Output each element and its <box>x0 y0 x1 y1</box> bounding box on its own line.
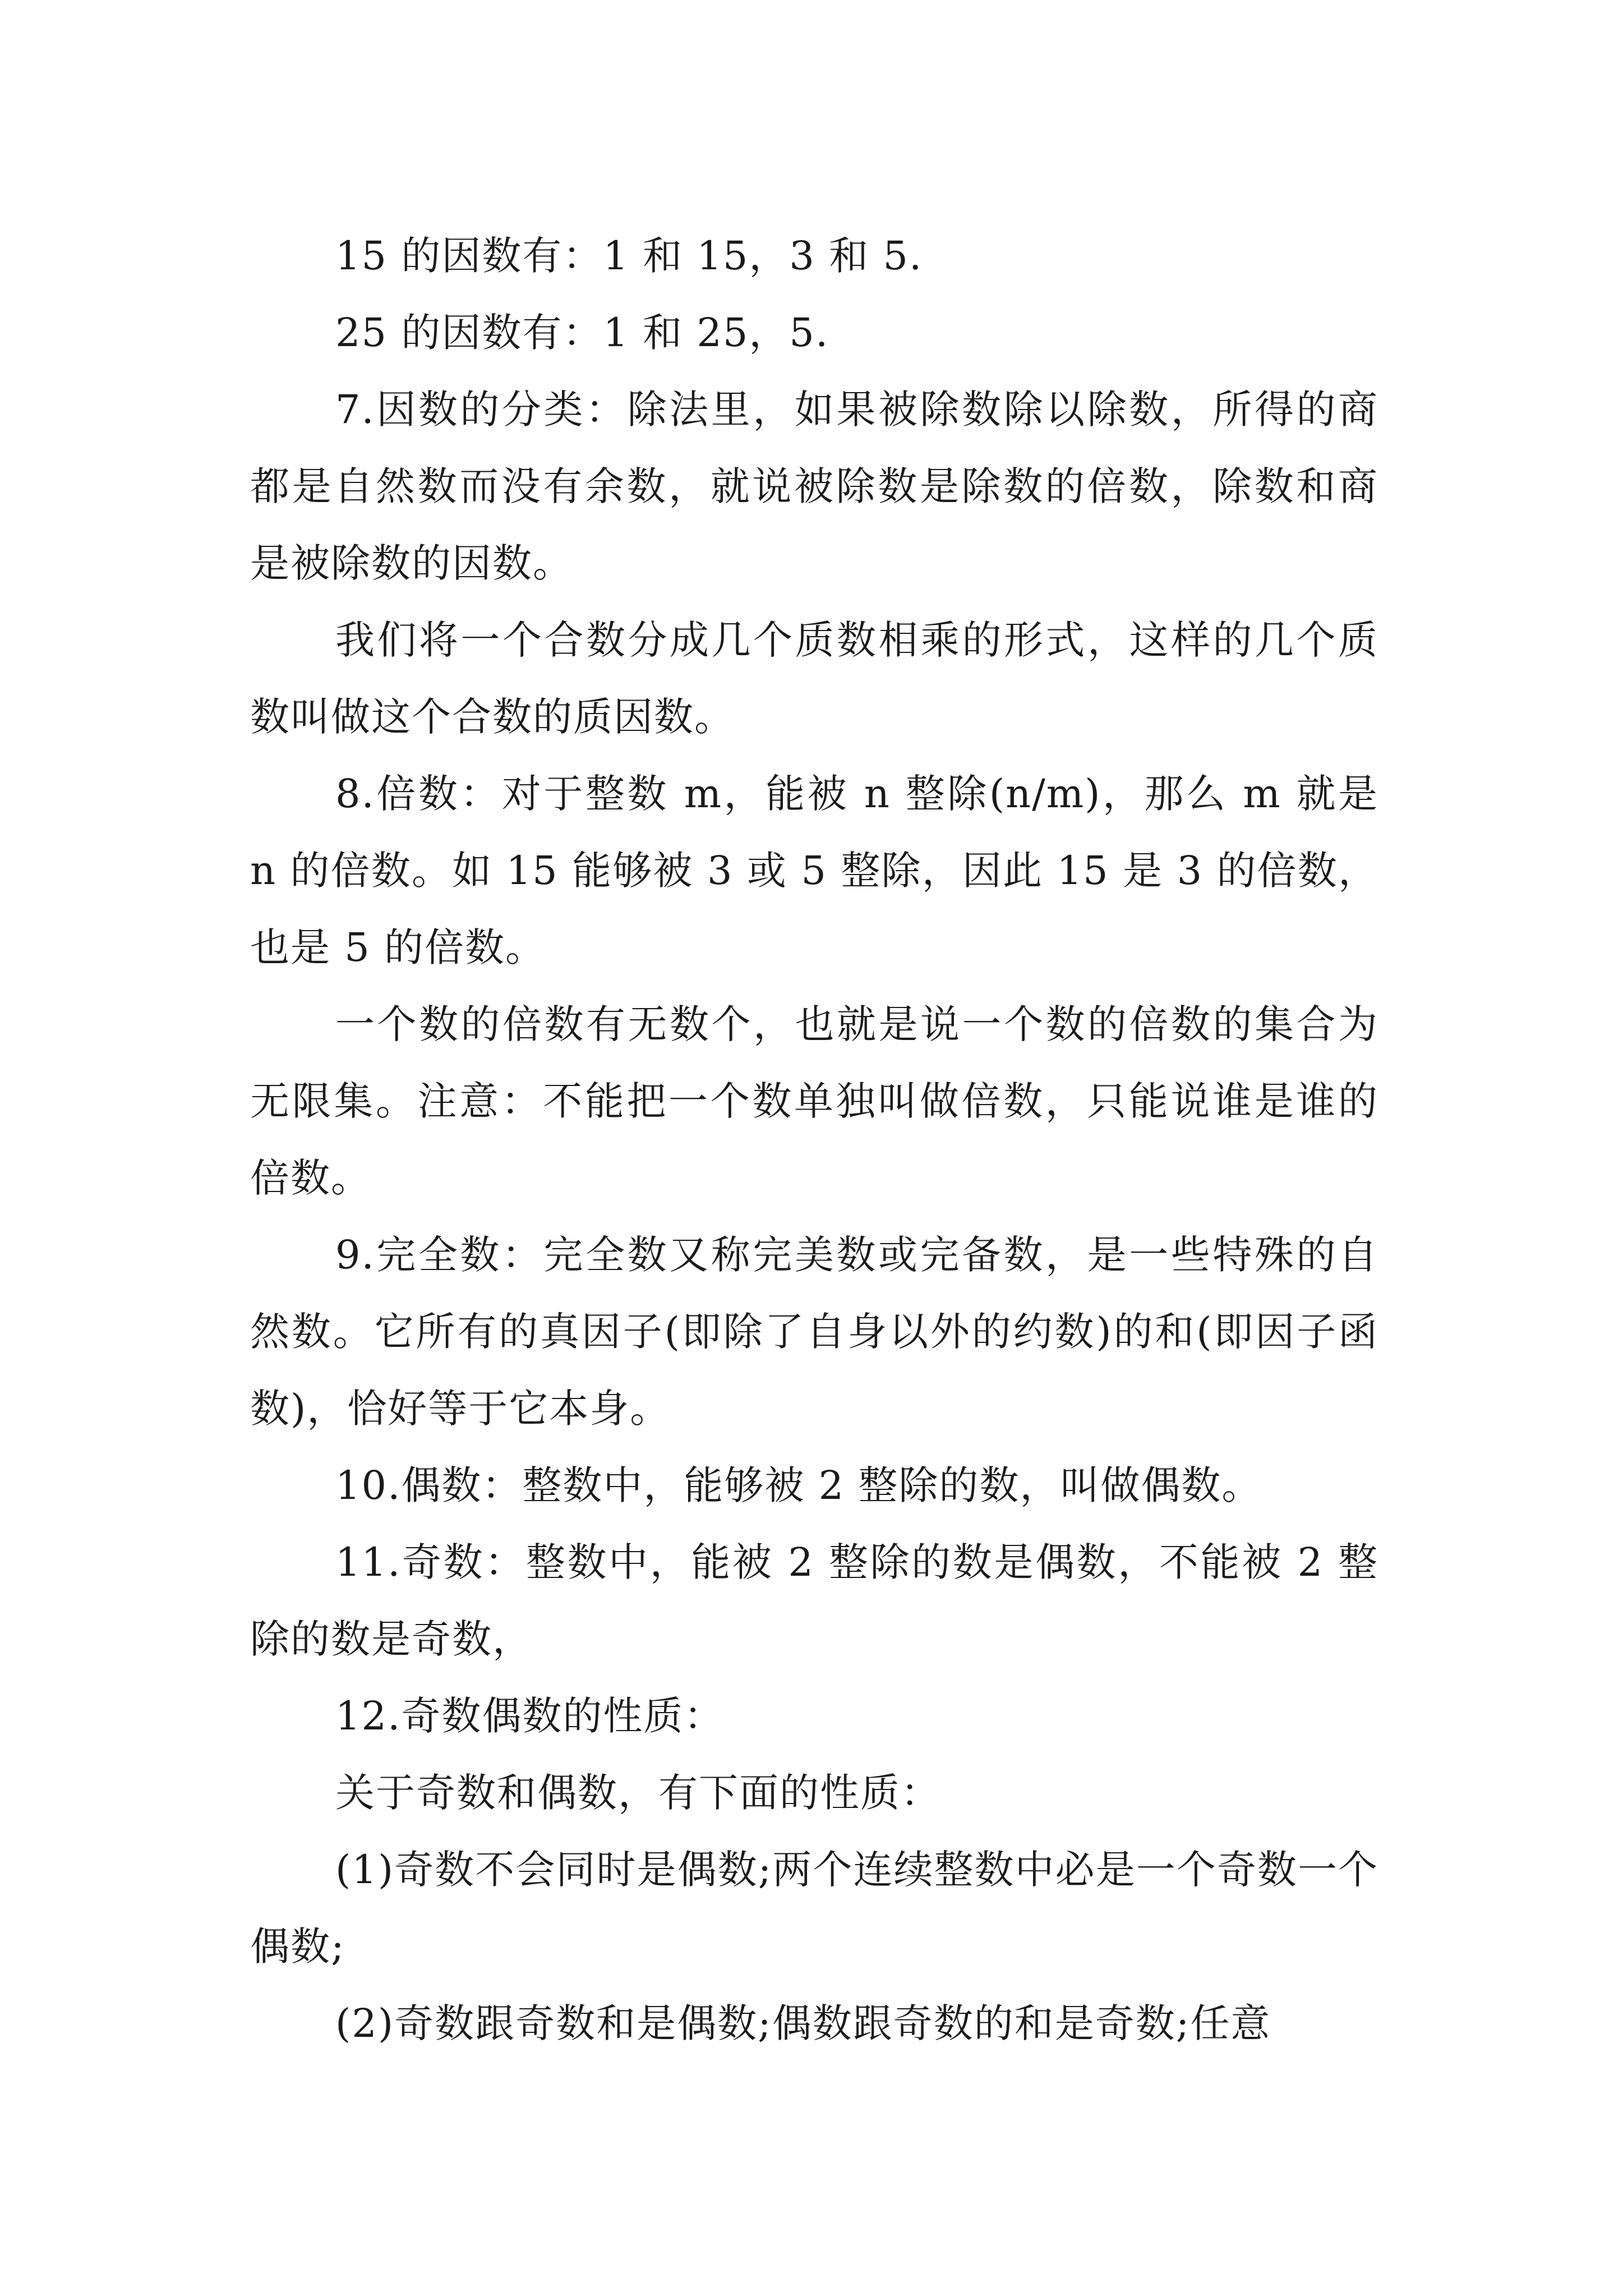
paragraph-prime-factors: 我们将一个合数分成几个质数相乘的形式，这样的几个质数叫做这个合数的质因数。 <box>250 617 1378 740</box>
document-body <box>250 218 1378 2062</box>
paragraph-multiples: 8.倍数：对于整数 m，能被 n 整除(n/m)，那么 m 就是 n 的倍数。如 15 能够被 3 或 5 整除，因此 15 是 3 的倍数，也是 5 的倍数。 <box>250 771 1378 970</box>
paragraph-factors-15: 15 的因数有：1 和 15，3 和 5. <box>335 233 923 279</box>
paragraph-property-2: (2)奇数跟奇数和是偶数;偶数跟奇数的和是奇数;任意 <box>335 2000 1271 2046</box>
paragraph-multiples-infinite: 一个数的倍数有无数个，也就是说一个数的倍数的集合为无限集。注意：不能把一个数单独叫做倍数，只能说谁是谁的倍数。 <box>250 1001 1378 1201</box>
paragraph-factors-25: 25 的因数有：1 和 25，5. <box>335 310 829 356</box>
paragraph-even-numbers: 10.偶数：整数中，能够被 2 整除的数，叫做偶数。 <box>335 1462 1262 1508</box>
paragraph-property-1: (1)奇数不会同时是偶数;两个连续整数中必是一个奇数一个偶数; <box>250 1847 1378 1970</box>
paragraph-perfect-numbers: 9.完全数：完全数又称完美数或完备数，是一些特殊的自然数。它所有的真因子(即除了自身以外的约数)的和(即因子函数)，恰好等于它本身。 <box>250 1232 1378 1432</box>
paragraph-factor-classification: 7.因数的分类：除法里，如果被除数除以除数，所得的商都是自然数而没有余数，就说被除数是除数的倍数，除数和商是被除数的因数。 <box>250 386 1378 586</box>
paragraph-odd-numbers: 11.奇数：整数中，能被 2 整除的数是偶数，不能被 2 整除的数是奇数， <box>250 1539 1378 1662</box>
paragraph-parity-properties-heading: 12.奇数偶数的性质： <box>335 1693 725 1739</box>
paragraph-parity-intro: 关于奇数和偶数，有下面的性质： <box>335 1770 941 1816</box>
